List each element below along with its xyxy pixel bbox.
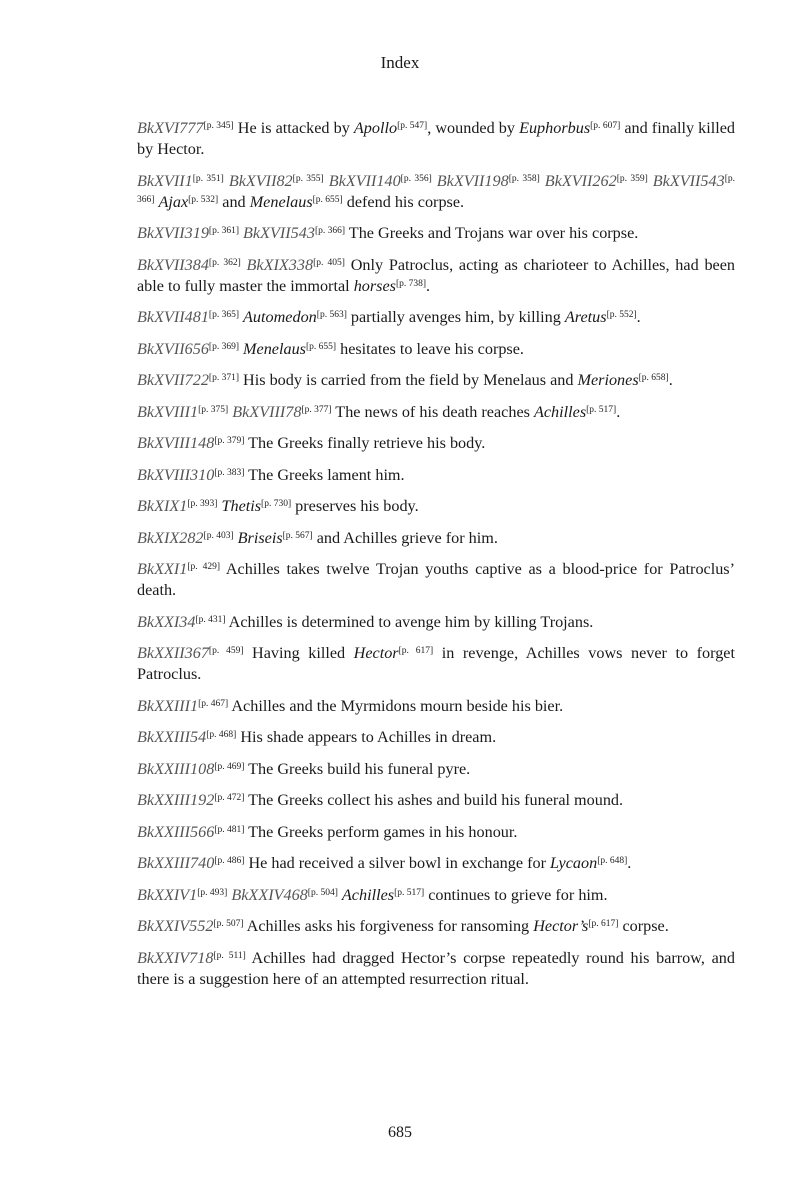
book-line-reference[interactable]: BkXXIV552 xyxy=(137,917,214,935)
index-entry xyxy=(137,727,735,748)
page-reference[interactable]: [p. 369] xyxy=(208,341,239,352)
entry-text: . xyxy=(627,854,632,872)
entry-text: and Achilles grieve for him. xyxy=(312,528,498,547)
index-entry xyxy=(137,339,735,360)
page-reference[interactable]: [p. 504] xyxy=(307,887,338,898)
page-reference[interactable]: [p. 607] xyxy=(590,121,621,131)
book-line-reference[interactable]: BkXXIII1 xyxy=(137,696,199,715)
page-reference[interactable]: [p. 493] xyxy=(197,887,228,898)
page-reference[interactable]: [p. 403] xyxy=(203,530,234,541)
book-line-reference[interactable]: BkXVII384 xyxy=(137,255,209,274)
index-entry xyxy=(137,822,735,843)
entry-text: Achilles is determined to avenge him by killing Trojans. xyxy=(225,612,594,631)
page-reference[interactable]: [p. 429] xyxy=(187,562,221,572)
index-entry xyxy=(137,171,735,213)
entry-text: The Greeks collect his ashes and build his funeral mound. xyxy=(244,791,624,809)
book-line-reference[interactable]: BkXVIII78 xyxy=(232,402,302,421)
page-reference[interactable]: [p. 563] xyxy=(316,310,347,320)
entry-text: The news of his death reaches xyxy=(331,402,534,421)
page-reference[interactable]: [p. 361] xyxy=(208,226,239,236)
index-entry xyxy=(137,612,735,633)
page-reference[interactable]: [p. 393] xyxy=(187,499,218,509)
entry-text: Achilles asks his forgiveness for ransoming xyxy=(243,917,534,935)
index-entry xyxy=(137,370,735,391)
entry-text: . xyxy=(636,308,641,326)
book-line-reference[interactable]: BkXVII319 xyxy=(137,224,209,242)
book-line-reference[interactable]: BkXVIII148 xyxy=(137,434,215,452)
italic-name: Menelaus xyxy=(243,339,306,358)
index-entry xyxy=(137,118,735,160)
entry-text: Achilles takes twelve Trojan youths captive as a blood-price for Patroclus’ death. xyxy=(137,560,736,599)
book-line-reference[interactable]: BkXVII722 xyxy=(137,371,209,389)
page-reference[interactable]: [p. 405] xyxy=(313,257,345,268)
entry-text: and finally killed by Hector. xyxy=(137,119,736,158)
book-line-reference[interactable]: BkXXIV718 xyxy=(137,948,214,967)
entry-text: He had received a silver bowl in exchange for xyxy=(244,854,551,872)
page-reference[interactable]: [p. 371] xyxy=(208,373,239,383)
page-reference[interactable]: [p. 469] xyxy=(214,761,245,772)
entry-text: hesitates to leave his corpse. xyxy=(336,339,524,358)
italic-name: Euphorbus xyxy=(519,119,591,137)
book-line-reference[interactable]: BkXVII656 xyxy=(137,339,209,358)
book-line-reference[interactable]: BkXXI34 xyxy=(137,612,196,631)
page-number: 685 xyxy=(388,1124,412,1141)
italic-name: Automedon xyxy=(243,308,317,326)
entry-text: continues to grieve for him. xyxy=(424,885,608,904)
book-line-reference[interactable]: BkXXI1 xyxy=(137,560,188,578)
entry-text: defend his corpse. xyxy=(342,192,465,211)
entry-text: Having killed xyxy=(243,644,354,662)
page-reference[interactable]: [p. 356] xyxy=(400,173,432,184)
book-line-reference[interactable]: BkXVII481 xyxy=(137,308,209,326)
page-reference[interactable]: [p. 375] xyxy=(198,404,229,415)
index-entry xyxy=(137,528,735,549)
entry-text: in revenge, Achilles vows never to forget Patroclus. xyxy=(137,644,735,683)
italic-name: Briseis xyxy=(237,528,283,547)
page-reference[interactable]: [p. 507] xyxy=(213,919,244,929)
index-entry xyxy=(137,643,735,685)
page-reference[interactable]: [p. 383] xyxy=(214,467,245,478)
page-reference[interactable]: [p. 617] xyxy=(398,646,434,656)
index-entry xyxy=(137,853,735,874)
book-line-reference[interactable]: BkXXIII192 xyxy=(137,791,215,809)
book-line-reference[interactable]: BkXXIV468 xyxy=(231,885,308,904)
index-entry xyxy=(137,885,735,906)
book-line-reference[interactable]: BkXVII543 xyxy=(243,224,315,242)
book-line-reference[interactable]: BkXVIII310 xyxy=(137,465,215,484)
entry-text: The Greeks finally retrieve his body. xyxy=(244,434,486,452)
italic-name: Achilles xyxy=(341,885,395,904)
index-entry xyxy=(137,402,735,423)
italic-name: Hector’s xyxy=(533,917,589,935)
page-reference[interactable]: [p. 738] xyxy=(395,278,427,289)
italic-name: Menelaus xyxy=(249,192,313,211)
entry-text: . xyxy=(668,371,673,389)
index-entry xyxy=(137,465,735,486)
italic-name: Thetis xyxy=(221,497,262,515)
page-reference[interactable]: [p. 366] xyxy=(314,226,346,236)
page-reference[interactable]: [p. 655] xyxy=(305,341,337,352)
book-line-reference[interactable]: BkXXII367 xyxy=(137,644,209,662)
page-reference[interactable]: [p. 467] xyxy=(198,698,229,709)
page-reference[interactable]: [p. 468] xyxy=(206,730,237,740)
index-entry xyxy=(137,916,735,937)
entry-text: His shade appears to Achilles in dream. xyxy=(236,728,497,746)
index-entry xyxy=(137,433,735,454)
book-line-reference[interactable]: BkXIX1 xyxy=(137,497,188,515)
book-line-reference[interactable]: BkXVII198 xyxy=(436,171,509,190)
index-entry xyxy=(137,696,735,717)
index-entry xyxy=(137,496,735,517)
page-reference[interactable]: [p. 517] xyxy=(586,404,617,415)
page-reference[interactable]: [p. 547] xyxy=(397,121,428,131)
page-reference[interactable]: [p. 359] xyxy=(616,173,648,184)
italic-name: Lycaon xyxy=(550,854,598,872)
italic-name: Ajax xyxy=(158,192,189,211)
italic-name: Hector xyxy=(353,644,399,662)
index-entry xyxy=(137,559,735,601)
book-line-reference[interactable]: BkXXIII566 xyxy=(137,822,215,841)
book-line-reference[interactable]: BkXXIII54 xyxy=(137,728,207,746)
page-reference[interactable]: [p. 486] xyxy=(214,856,245,866)
page-reference[interactable]: [p. 431] xyxy=(195,614,226,625)
entry-text: Achilles had dragged Hector’s corpse repeatedly round his barrow, and there is a suggestion here of an attempted resurrection ritual. xyxy=(137,948,735,988)
book-line-reference[interactable]: BkXVII543 xyxy=(652,171,725,190)
page-reference[interactable]: [p. 459] xyxy=(208,646,244,656)
entry-text: Achilles and the Myrmidons mourn beside his bier. xyxy=(228,696,564,715)
book-line-reference[interactable]: BkXXIII740 xyxy=(137,854,215,872)
page-reference[interactable]: [p. 532] xyxy=(188,194,219,205)
entry-text: preserves his body. xyxy=(291,497,419,515)
book-line-reference[interactable]: BkXVII82 xyxy=(228,171,293,190)
entry-text: He is attacked by xyxy=(233,119,354,137)
entry-text: , wounded by xyxy=(427,119,520,137)
book-line-reference[interactable]: BkXIX338 xyxy=(246,255,314,274)
page-reference[interactable]: [p. 730] xyxy=(261,499,292,509)
index-entry xyxy=(137,255,735,297)
entry-text: The Greeks perform games in his honour. xyxy=(244,822,518,841)
page-reference[interactable]: [p. 362] xyxy=(208,257,241,268)
entry-text: corpse. xyxy=(618,917,669,935)
index-entry xyxy=(137,307,735,328)
page-reference[interactable]: [p. 481] xyxy=(214,824,245,835)
page-reference[interactable]: [p. 345] xyxy=(203,121,234,131)
book-line-reference[interactable]: BkXVII1 xyxy=(137,171,193,190)
page-reference[interactable]: [p. 358] xyxy=(508,173,540,184)
entry-text: The Greeks lament him. xyxy=(244,465,405,484)
page-reference[interactable]: [p. 355] xyxy=(292,173,324,184)
italic-name: horses xyxy=(353,276,396,295)
italic-name: Aretus xyxy=(564,308,607,326)
index-entry xyxy=(137,948,735,990)
index-entries xyxy=(137,118,735,1000)
index-entry xyxy=(137,223,735,244)
page-header-title: Index xyxy=(380,53,420,72)
italic-name: Achilles xyxy=(533,402,587,421)
book-line-reference[interactable]: BkXXIV1 xyxy=(137,885,198,904)
entry-text: partially avenges him, by killing xyxy=(346,308,565,326)
entry-text: . xyxy=(426,276,431,295)
page-reference[interactable]: [p. 472] xyxy=(214,793,245,803)
page-reference[interactable]: [p. 351] xyxy=(192,173,224,184)
page-reference[interactable]: [p. 366] xyxy=(137,173,736,205)
page-reference[interactable]: [p. 377] xyxy=(301,404,332,415)
entry-text: and xyxy=(218,192,250,211)
page-reference[interactable]: [p. 517] xyxy=(394,887,425,898)
book-line-reference[interactable]: BkXIX282 xyxy=(137,528,204,547)
page-reference[interactable]: [p. 567] xyxy=(282,530,313,541)
italic-name: Meriones xyxy=(577,371,639,389)
entry-text: Only Patroclus, acting as charioteer to Achilles, had been able to fully master the immortal xyxy=(137,255,736,295)
index-entry xyxy=(137,790,735,811)
index-entry xyxy=(137,759,735,780)
book-line-reference[interactable]: BkXVII262 xyxy=(544,171,617,190)
page-reference[interactable]: [p. 658] xyxy=(638,373,669,383)
page-reference[interactable]: [p. 511] xyxy=(213,950,246,961)
book-line-reference[interactable]: BkXVII140 xyxy=(328,171,401,190)
book-line-reference[interactable]: BkXVIII1 xyxy=(137,402,199,421)
entry-text: The Greeks build his funeral pyre. xyxy=(244,759,471,778)
entry-text: . xyxy=(616,402,621,421)
page-reference[interactable]: [p. 552] xyxy=(606,310,637,320)
page-reference[interactable]: [p. 648] xyxy=(597,856,628,866)
page-reference[interactable]: [p. 655] xyxy=(312,194,343,205)
book-line-reference[interactable]: BkXVI777 xyxy=(137,119,204,137)
entry-text: The Greeks and Trojans war over his corpse. xyxy=(345,224,639,242)
italic-name: Apollo xyxy=(353,119,398,137)
book-line-reference[interactable]: BkXXIII108 xyxy=(137,759,215,778)
page-reference[interactable]: [p. 617] xyxy=(588,919,619,929)
page-reference[interactable]: [p. 379] xyxy=(214,436,245,446)
entry-text: His body is carried from the field by Menelaus and xyxy=(239,371,578,389)
page-reference[interactable]: [p. 365] xyxy=(208,310,239,320)
